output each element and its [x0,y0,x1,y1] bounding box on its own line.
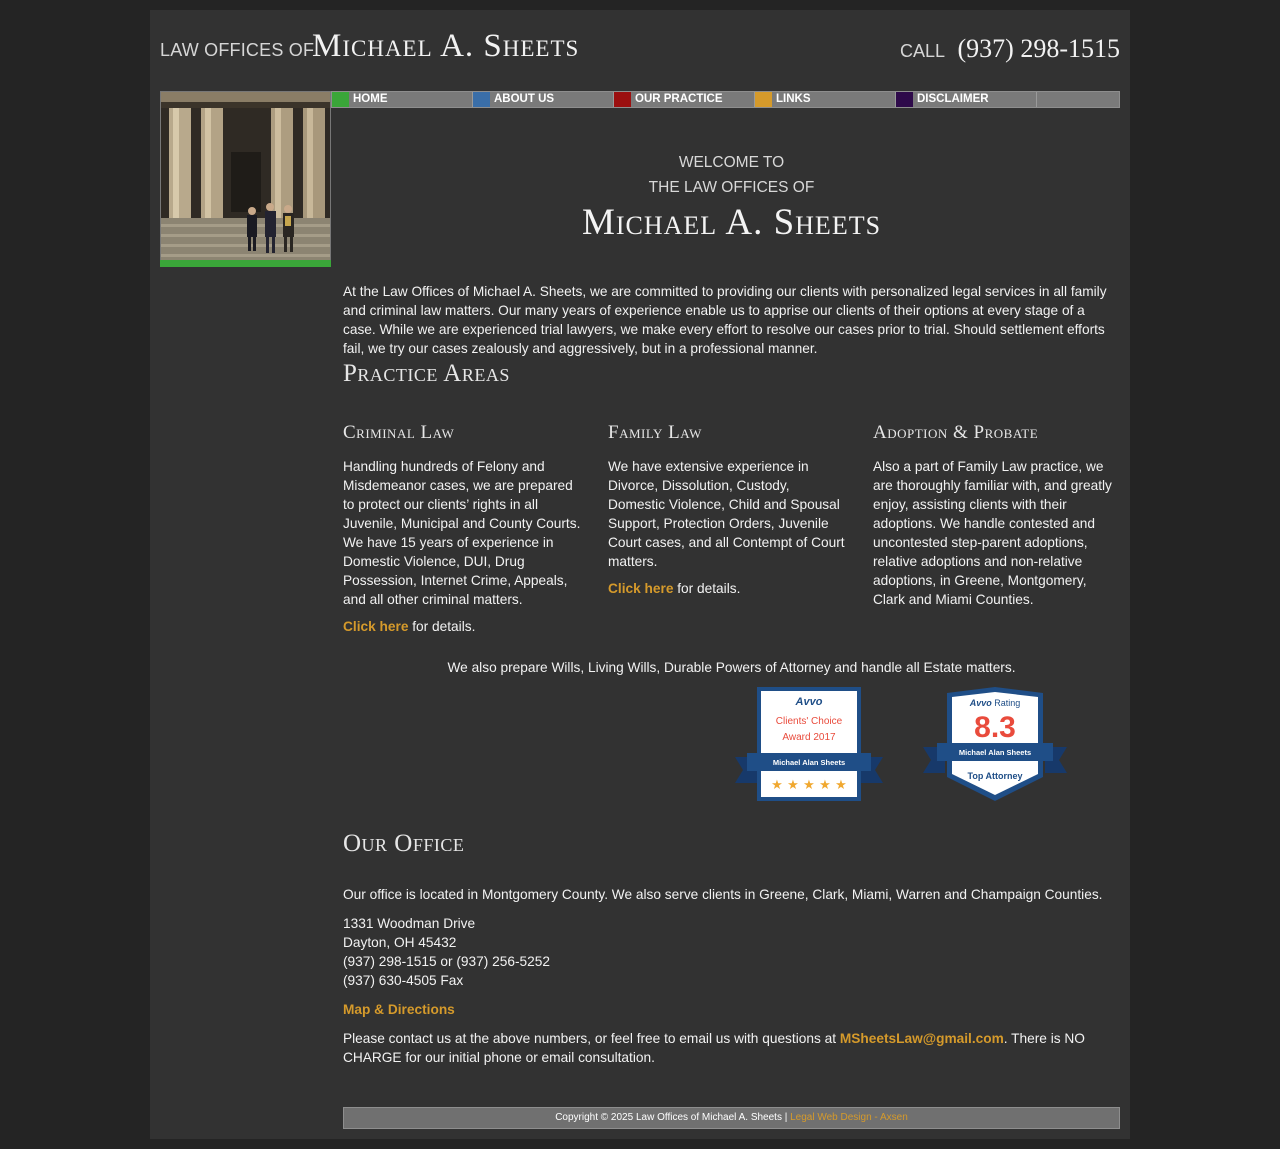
address-line-1: 1331 Woodman Drive [343,916,476,931]
avvo-rating-badge-graphic [921,685,1069,805]
brand-name[interactable]: Michael A. Sheets [312,28,580,64]
call-block [900,34,1120,64]
call-label: CALL [900,41,946,61]
avvo-logo-text: Avvo [795,696,823,708]
office-fax: (937) 630-4505 Fax [343,973,464,988]
avvo-rating-score: 8.3 [974,711,1016,744]
avvo-rating-label: Top Attorney [967,771,1023,781]
practice-column-adoption [873,422,1113,609]
svg-text:★: ★ [787,777,799,792]
estate-note: We also prepare Wills, Living Wills, Durable Powers of Attorney and handle all Estate matters. [447,660,1016,675]
practice-column-criminal [343,422,583,634]
address-line-2: Dayton, OH 45432 [343,935,457,950]
avvo-rating-suffix: Rating [994,698,1021,708]
map-link-row [343,1000,1120,1019]
courthouse-image [161,92,330,266]
welcome-line-1: WELCOME TO [678,154,785,171]
clients-choice-line-2: Award 2017 [782,732,836,743]
link-suffix-family: for details. [673,581,741,596]
click-here-link-family[interactable]: Click here [608,581,674,596]
svg-text:Avvo Rating [969,698,1021,708]
practice-link-row-family [608,581,848,596]
phone-number-link[interactable]: (937) 298-1515 [957,34,1120,63]
practice-title-criminal: Criminal Law [343,422,455,443]
nav-swatch-home [332,92,349,107]
site-header [160,28,1120,68]
practice-areas-title: Practice Areas [343,360,510,387]
brand-prefix: LAW OFFICES OF [160,40,315,60]
main-nav [331,91,1120,108]
courthouse-photo [160,91,331,267]
office-phones: (937) 298-1515 or (937) 256-5252 [343,954,550,969]
footer-copyright: Copyright © 2025 Law Offices of Michael A. Sheets | [555,1112,791,1123]
intro-paragraph: At the Law Offices of Michael A. Sheets, we are committed to providing our clients with personalized legal services in all family and criminal law matters. Our many years of experience enable us to apprise our clients of their options at every stage of a case. While we are experienced trial lawyers, we make every effort to resolve our cases prior to trial. Should settlement efforts fail, we try our cases zealously and aggressively, but in a professional manner. [343,284,1107,356]
nav-item-about-us[interactable] [473,92,614,107]
office-intro: Our office is located in Montgomery County. We also serve clients in Greene, Clark, Miami, Warren and Champaign Counties. [343,887,1103,902]
nav-label-links[interactable]: LINKS [776,93,811,105]
contact-prefix: Please contact us at the above numbers, or feel free to email us with questions at [343,1031,840,1046]
avvo-rating-name: Michael Alan Sheets [958,748,1032,757]
main-content [343,150,1120,1065]
clients-choice-line-1: Clients' Choice [775,716,843,727]
practice-text-family: We have extensive experience in Divorce, Dissolution, Custody, Domestic Violence, Child and Spousal Support, Protection Orders, Juvenile Court cases, and all Contempt of Court matters. [608,459,845,569]
svg-text:★: ★ [835,777,847,792]
clients-choice-badge-graphic [733,685,885,805]
nav-label-disclaimer[interactable]: DISCLAIMER [917,93,989,105]
nav-swatch-disclaimer [896,92,913,107]
practice-text-adoption: Also a part of Family Law practice, we are thoroughly familiar with, and greatly enjoy, assisting clients with their adoptions. We handle contested and uncontested step-parent adoptions, relative adoptions and non-relative adoptions, in Greene, Montgomery, Clark and Miami Counties. [873,459,1112,607]
welcome-block [343,150,1120,246]
svg-text:★: ★ [771,777,783,792]
contact-paragraph [343,1029,1120,1067]
nav-item-links[interactable] [755,92,896,107]
nav-item-our-practice[interactable] [614,92,755,107]
nav-swatch-our-practice [614,92,631,107]
practice-text-criminal: Handling hundreds of Felony and Misdemeanor cases, we are prepared to protect our clients’ rights in all Juvenile, Municipal and County Courts. We have 15 years of experience in Domestic Violence, DUI, Drug Possession, Internet Crime, Appeals, and all other criminal matters. [343,459,581,607]
map-directions-link[interactable]: Map & Directions [343,1002,455,1017]
welcome-line-2: THE LAW OFFICES OF [648,179,815,196]
click-here-link-criminal[interactable]: Click here [343,619,409,634]
footer-credit-link[interactable]: Legal Web Design - Axsen [790,1112,908,1123]
link-suffix-criminal: for details. [408,619,476,634]
photo-accent-bar [160,260,331,267]
practice-title-family: Family Law [608,422,702,443]
nav-swatch-links [755,92,772,107]
site-footer [343,1107,1120,1129]
nav-item-home[interactable] [332,92,473,107]
avvo-clients-choice-badge[interactable] [733,685,885,810]
our-office-title: Our Office [343,830,465,857]
welcome-name: Michael A. Sheets [581,202,882,243]
practice-title-adoption: Adoption & Probate [873,422,1039,443]
email-link[interactable]: MSheetsLaw@gmail.com [839,1031,1004,1046]
nav-label-about-us[interactable]: ABOUT US [494,93,555,105]
nav-swatch-about-us [473,92,490,107]
practice-column-family [608,422,848,596]
page-container [150,10,1130,1139]
star-rating-icon [771,777,847,792]
svg-text:★: ★ [819,777,831,792]
office-address-block [343,914,1120,990]
practice-link-row-criminal [343,619,583,634]
avvo-rating-badge[interactable] [921,685,1069,810]
nav-item-disclaimer[interactable] [896,92,1037,107]
svg-text:★: ★ [803,777,815,792]
avvo-rating-logo-text: Avvo [969,698,992,708]
nav-label-home[interactable]: HOME [353,93,388,105]
clients-choice-name: Michael Alan Sheets [772,758,846,767]
nav-label-our-practice[interactable]: OUR PRACTICE [635,93,723,105]
contact-suffix: . There is NO CHARGE for our initial phone or email consultation. [343,1031,1085,1065]
